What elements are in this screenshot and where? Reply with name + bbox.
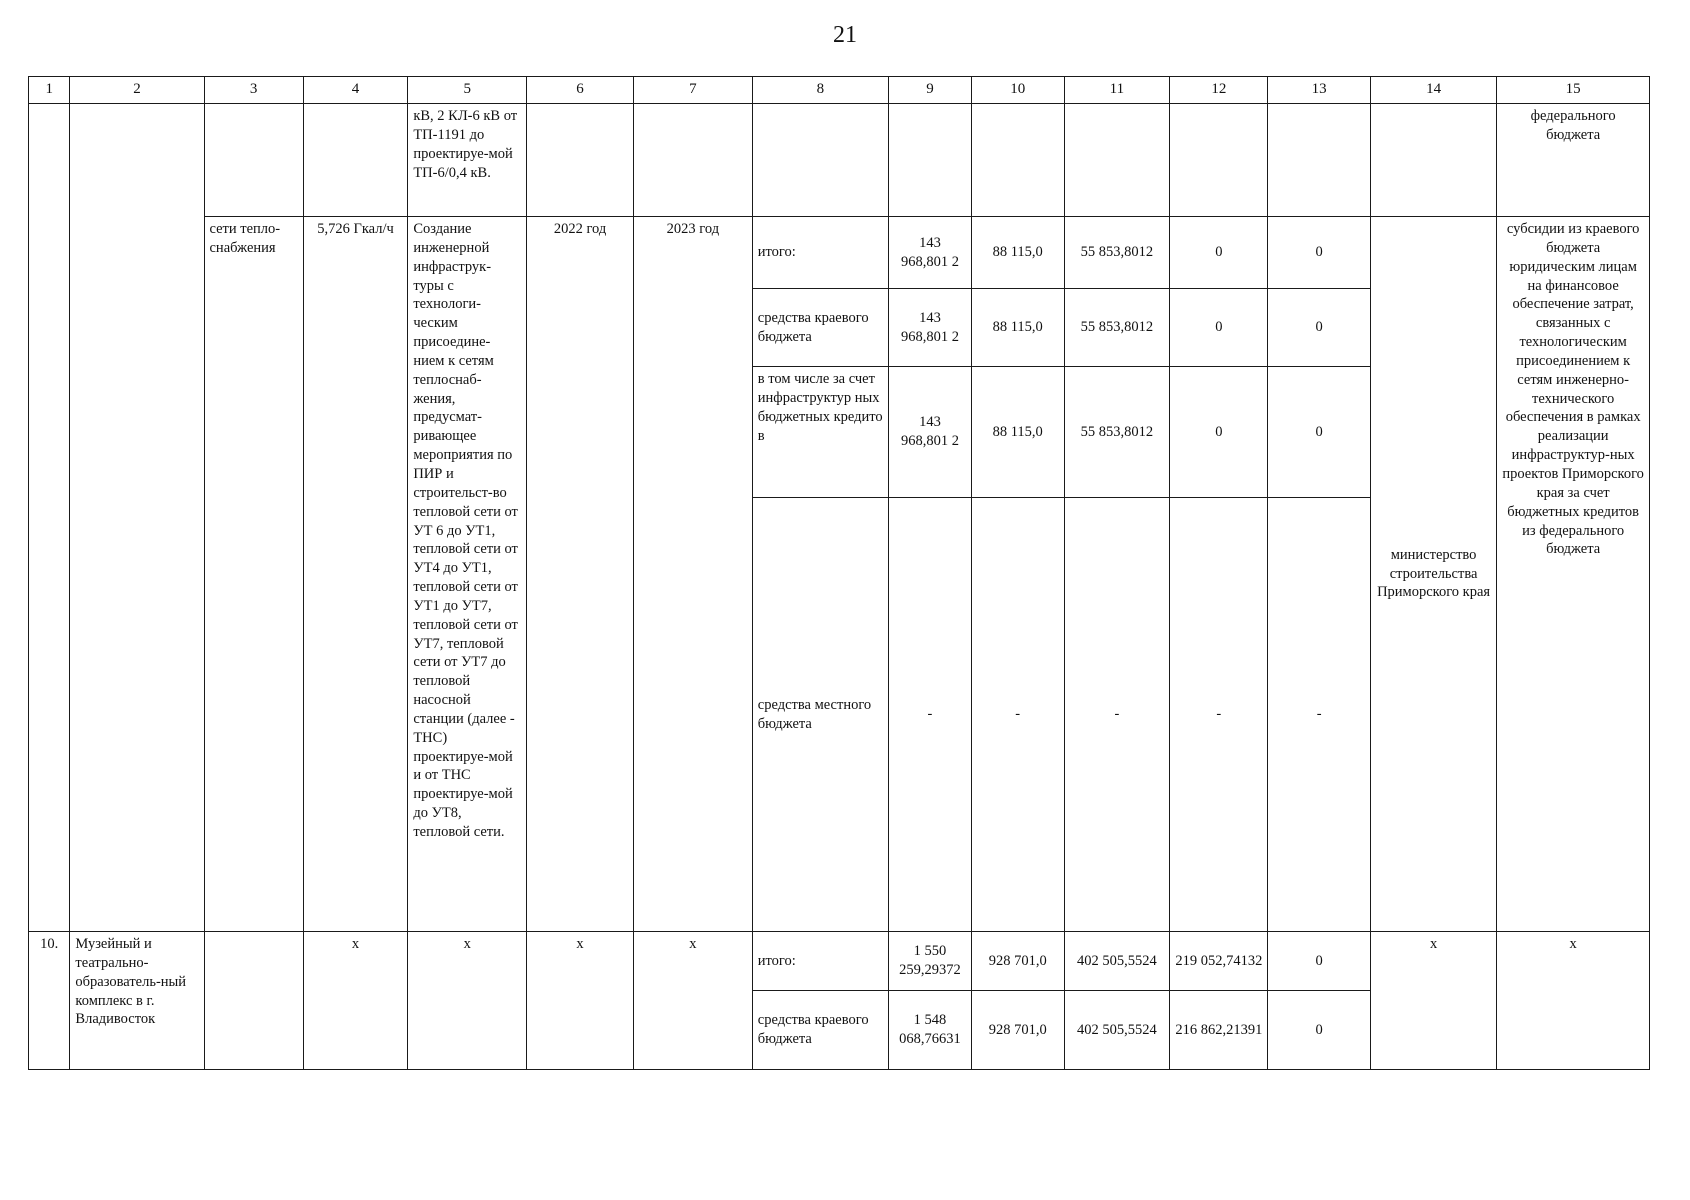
cell-empty (527, 104, 634, 217)
value-2023: - (1064, 498, 1170, 932)
cell-empty (971, 104, 1064, 217)
end-year: x (633, 932, 752, 1070)
value-2025: 0 (1268, 991, 1370, 1070)
value-2022: 928 701,0 (971, 932, 1064, 991)
cont-note: федерального бюджета (1497, 104, 1650, 217)
funding-note: x (1497, 932, 1650, 1070)
funding-source: средства краевого бюджета (752, 289, 888, 367)
column-header: 4 (303, 77, 408, 104)
value-total: 143 968,801 2 (889, 289, 972, 367)
value-2023: 55 853,8012 (1064, 289, 1170, 367)
capacity: x (303, 932, 408, 1070)
column-header: 2 (70, 77, 204, 104)
value-total: 143 968,801 2 (889, 217, 972, 289)
funding-source: итого: (752, 932, 888, 991)
cell-empty (633, 104, 752, 217)
facility-description: Создание инженерной инфраструк-туры с технологи-ческим присоедине-нием к сетям теплоснаб-жения, предусмат-ривающее мероприятия по ПИР и строительст-во тепловой сети от УТ 6 до УТ1, тепловой сети от УТ4 до УТ1, тепловой сети от УТ1 до УТ7, тепловой сети от УТ7, тепловой сети от УТ7 до тепловой насосной станции (далее - ТНС) проектируе-мой и от ТНС проектируе-мой до УТ8, тепловой сети. (408, 217, 527, 932)
funding-source: средства краевого бюджета (752, 991, 888, 1070)
object-name: Музейный и театрально-образователь-ный комплекс в г. Владивосток (70, 932, 204, 1070)
value-2023: 55 853,8012 (1064, 217, 1170, 289)
cell-empty (889, 104, 972, 217)
value-2025: 0 (1268, 367, 1370, 498)
cell-empty (1370, 104, 1496, 217)
value-2022: 928 701,0 (971, 991, 1064, 1070)
value-2023: 402 505,5524 (1064, 932, 1170, 991)
table-row (29, 932, 1650, 991)
cell-empty (204, 932, 303, 1070)
column-header: 11 (1064, 77, 1170, 104)
start-year: 2022 год (527, 217, 634, 932)
value-2024: 0 (1170, 289, 1268, 367)
column-header: 13 (1268, 77, 1370, 104)
cell-empty (29, 104, 70, 932)
table-row (29, 217, 1650, 289)
column-header: 14 (1370, 77, 1496, 104)
value-2025: 0 (1268, 217, 1370, 289)
responsible-body: министерство строительства Приморского края (1370, 217, 1496, 932)
budget-table (28, 76, 1650, 1070)
value-2023: 402 505,5524 (1064, 991, 1170, 1070)
responsible-body: x (1370, 932, 1496, 1070)
cell-empty (752, 104, 888, 217)
value-2023: 55 853,8012 (1064, 367, 1170, 498)
column-header: 9 (889, 77, 972, 104)
value-2024: 216 862,21391 (1170, 991, 1268, 1070)
value-2024: 219 052,74132 (1170, 932, 1268, 991)
value-2025: 0 (1268, 289, 1370, 367)
capacity: 5,726 Гкал/ч (303, 217, 408, 932)
cell-empty (70, 104, 204, 932)
column-header: 3 (204, 77, 303, 104)
column-number-row (29, 77, 1650, 104)
funding-source: итого: (752, 217, 888, 289)
value-total: 143 968,801 2 (889, 367, 972, 498)
cell-empty (1268, 104, 1370, 217)
column-header: 5 (408, 77, 527, 104)
end-year: 2023 год (633, 217, 752, 932)
column-header: 7 (633, 77, 752, 104)
facility-description: x (408, 932, 527, 1070)
value-2022: 88 115,0 (971, 367, 1064, 498)
value-2025: 0 (1268, 932, 1370, 991)
value-2025: - (1268, 498, 1370, 932)
cell-empty (1064, 104, 1170, 217)
value-2024: 0 (1170, 217, 1268, 289)
page-number: 21 (833, 22, 857, 48)
value-total: 1 548 068,76631 (889, 991, 972, 1070)
value-total: - (889, 498, 972, 932)
start-year: x (527, 932, 634, 1070)
cell-empty (303, 104, 408, 217)
cell-empty (1170, 104, 1268, 217)
value-2024: - (1170, 498, 1268, 932)
funding-note: субсидии из краевого бюджета юридическим лицам на финансовое обеспечение затрат, связанных с технологическим присоединением к сетям инженерно-технического обеспечения в рамках реализации инфраструктур-ных проектов Приморского края за счет бюджетных кредитов из федерального бюджета (1497, 217, 1650, 932)
facility-type: сети тепло-снабжения (204, 217, 303, 932)
column-header: 1 (29, 77, 70, 104)
table-row (29, 104, 1650, 217)
column-header: 12 (1170, 77, 1268, 104)
column-header: 10 (971, 77, 1064, 104)
cont-description: кВ, 2 КЛ-6 кВ от ТП-1191 до проектируе-мой ТП-6/0,4 кВ. (408, 104, 527, 217)
value-2024: 0 (1170, 367, 1268, 498)
value-2022: 88 115,0 (971, 217, 1064, 289)
cell-empty (204, 104, 303, 217)
column-header: 6 (527, 77, 634, 104)
item-number: 10. (29, 932, 70, 1070)
column-header: 8 (752, 77, 888, 104)
funding-source: в том числе за счет инфраструктур ных бюджетных кредитов (752, 367, 888, 498)
value-total: 1 550 259,29372 (889, 932, 972, 991)
value-2022: 88 115,0 (971, 289, 1064, 367)
value-2022: - (971, 498, 1064, 932)
funding-source: средства местного бюджета (752, 498, 888, 932)
column-header: 15 (1497, 77, 1650, 104)
